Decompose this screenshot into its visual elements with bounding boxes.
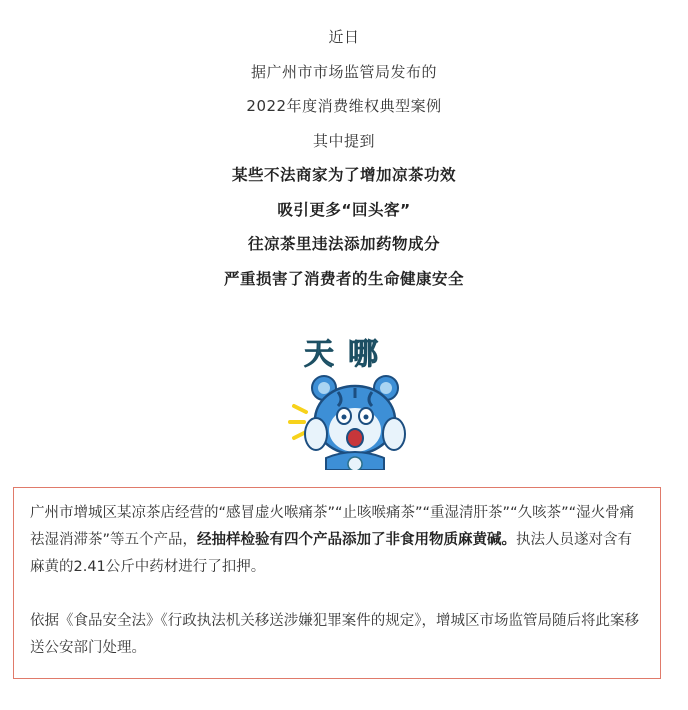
intro-bold-line: 往凉茶里违法添加药物成分: [247, 235, 440, 253]
case-paragraph: [30, 500, 644, 581]
case-text: 执法人员遂对含有麻黄的2.41公斤中药材进行了扣押。: [30, 532, 633, 575]
case-text: 广州市增城区某凉茶店经营的“感冒虚火喉痛茶”“止咳喉痛茶”“重湿清肝茶”“久咳茶”“湿火骨痛祛湿消滞茶”等五个产品，: [30, 505, 635, 548]
intro-line: 2022年度消费维权典型案例: [246, 97, 442, 115]
intro-bold-line: 吸引更多“回头客”: [277, 200, 411, 219]
intro-line: 其中提到: [312, 131, 375, 150]
case-info-box: [13, 487, 661, 679]
case-highlight: 经抽样检验有四个产品添加了非食用物质麻黄碱。: [197, 532, 517, 548]
sticker-caption: 天哪: [304, 337, 392, 372]
legal-basis-paragraph: 依据《食品安全法》《行政执法机关移送涉嫌犯罪案件的规定》，增城区市场监管局随后将此案移送公安部门处理。: [30, 613, 639, 656]
intro-bold-line: 严重损害了消费者的生命健康安全: [223, 269, 464, 288]
shocked-tiger-mascot-icon: [278, 330, 418, 470]
intro-line: 近日: [328, 28, 360, 46]
intro-line: 据广州市市场监管局发布的: [250, 62, 437, 81]
intro-text: [0, 20, 688, 296]
intro-bold-line: 某些不法商家为了增加凉茶功效: [231, 166, 456, 184]
